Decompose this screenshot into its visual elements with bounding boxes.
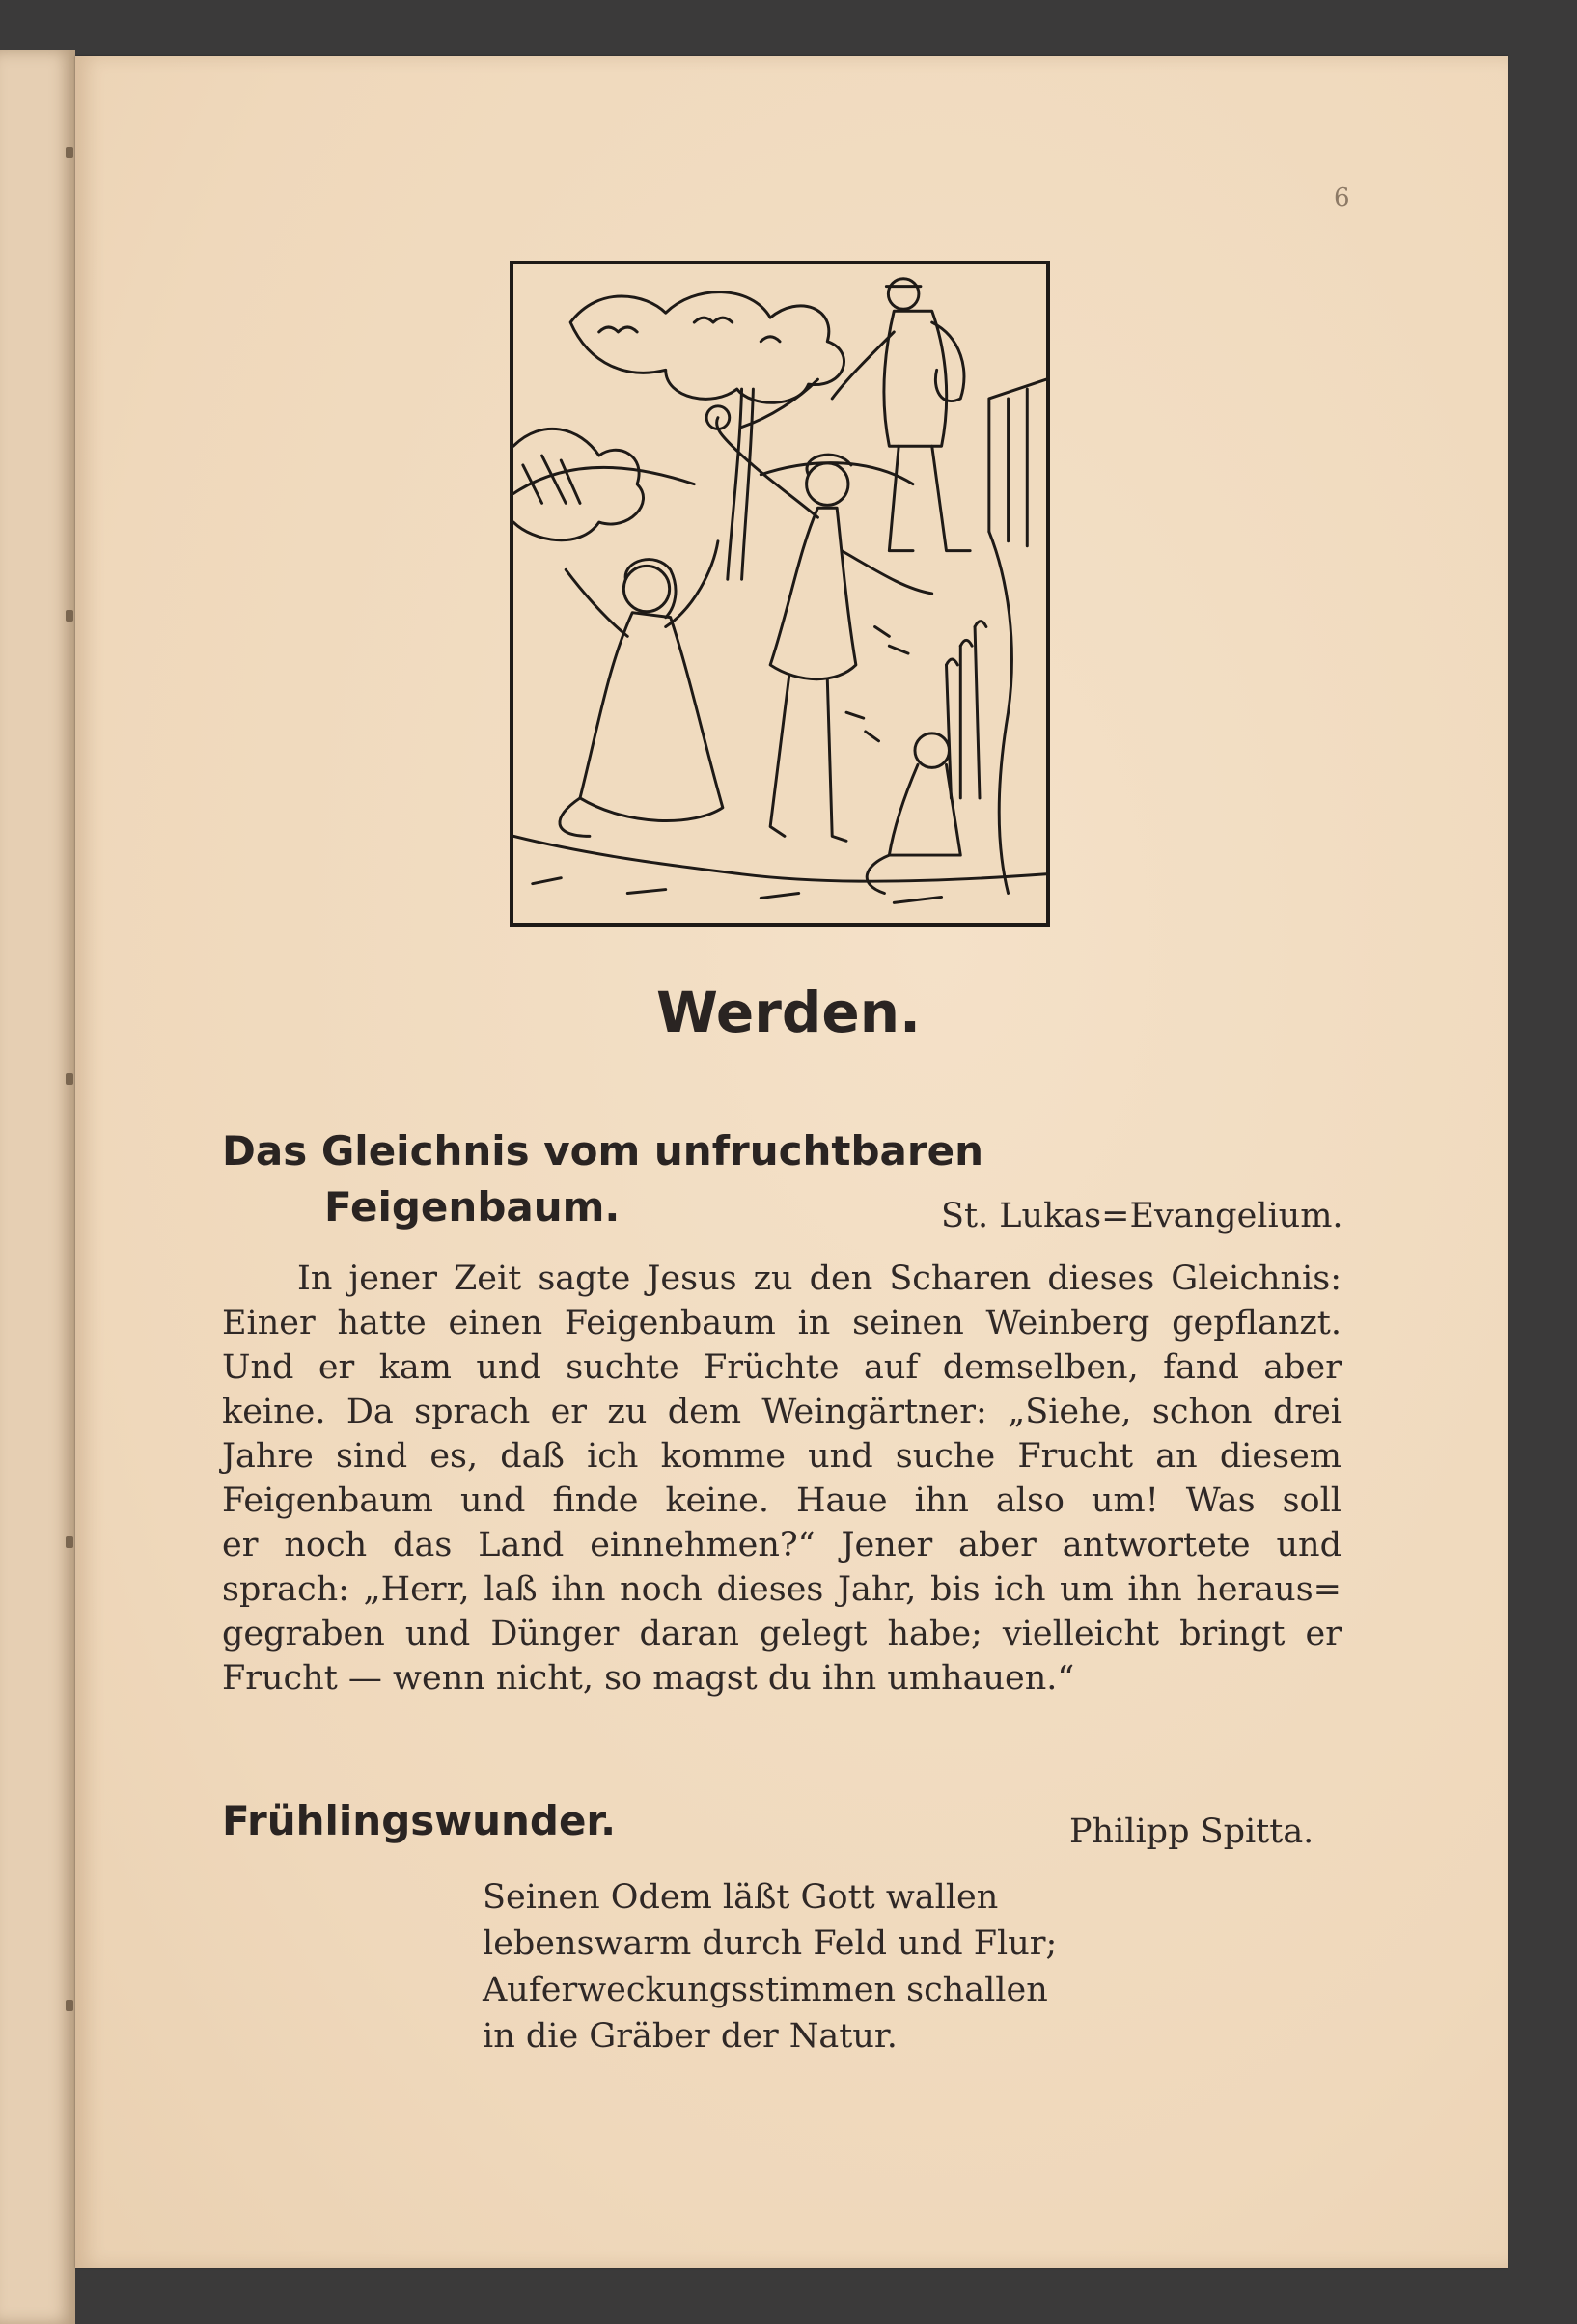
- parable-text: [222, 1257, 1342, 1701]
- poem-line: lebenswarm durch Feld und Flur;: [483, 1924, 1058, 1963]
- section-attribution: St. Lukas=Evangelium.: [941, 1197, 1343, 1235]
- text-line: gegraben und Dünger daran gelegt habe; vielleicht bringt er: [222, 1615, 1342, 1653]
- binding-stitch: [66, 147, 73, 158]
- text-line: Jahre sind es, daß ich komme und suche Frucht an diesem: [222, 1437, 1342, 1476]
- facing-page-edge: [0, 50, 75, 2324]
- text-line: Feigenbaum und finde keine. Haue ihn also um! Was soll: [222, 1481, 1342, 1520]
- page-corner-mark: 6: [1334, 183, 1350, 212]
- text-line: Frucht — wenn nicht, so magst du ihn umhauen.“: [222, 1659, 1075, 1698]
- poem-line: in die Gräber der Natur.: [483, 2017, 898, 2056]
- text-line: keine. Da sprach er zu dem Weingärtner: „Siehe, schon drei: [222, 1393, 1342, 1431]
- poem-heading: Frühlingswunder.: [222, 1797, 617, 1844]
- woodcut-illustration-icon: [513, 264, 1046, 923]
- section-heading-line2: Feigenbaum.: [324, 1183, 621, 1231]
- binding-stitch: [66, 610, 73, 622]
- page-title: Werden.: [655, 980, 922, 1045]
- text-line: sprach: „Herr, laß ihn noch dieses Jahr, bis ich um ihn heraus=: [222, 1570, 1342, 1609]
- poem-text: [483, 1874, 1057, 2060]
- text-line: In jener Zeit sagte Jesus zu den Scharen dieses Gleichnis:: [297, 1259, 1342, 1298]
- text-line: er noch das Land einnehmen?“ Jener aber antwortete und: [222, 1526, 1342, 1564]
- binding-stitch: [66, 2000, 73, 2011]
- poem-line: Seinen Odem läßt Gott wallen: [483, 1878, 999, 1917]
- section-heading-line1: Das Gleichnis vom unfruchtbaren: [222, 1127, 983, 1175]
- poem-attribution: Philipp Spitta.: [1069, 1812, 1314, 1851]
- poem-line: Auferweckungsstimmen schallen: [483, 1971, 1048, 2009]
- binding-stitch: [66, 1536, 73, 1548]
- text-line: Und er kam und suchte Früchte auf demselben, fand aber: [222, 1348, 1342, 1387]
- text-line: Einer hatte einen Feigenbaum in seinen Weinberg gepflanzt.: [222, 1304, 1342, 1342]
- binding-stitch: [66, 1073, 73, 1085]
- woodcut-illustration: [510, 261, 1050, 927]
